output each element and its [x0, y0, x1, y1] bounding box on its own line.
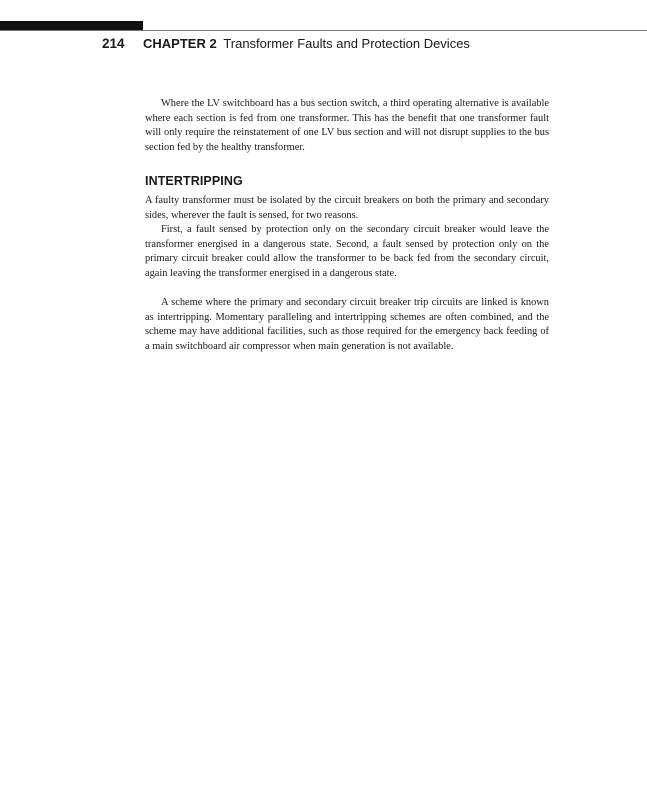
chapter-title: Transformer Faults and Protection Devices	[223, 36, 470, 51]
paragraph-faulty-transformer: A faulty transformer must be isolated by the circuit breakers on both the primary and secondary sides, wherever the fault is sensed, for two reasons.	[145, 195, 549, 221]
header-rule	[0, 30, 647, 31]
paragraph-bus-section: Where the LV switchboard has a bus section switch, a third operating alternative is available where each section is fed from one transformer. This has the benefit that one transformer fault will only require the reinstatement of one LV bus section and will not disrupt supplies to the bus section fed by the healthy transformer.	[145, 98, 549, 153]
section-heading: INTERTRIPPING	[145, 174, 243, 188]
running-head	[102, 35, 470, 52]
page-number: 214	[102, 36, 125, 51]
chapter-label: CHAPTER 2	[143, 36, 217, 51]
paragraph-first-second: First, a fault sensed by protection only on the secondary circuit breaker would leave the transformer energised in a dangerous state. Second, a fault sensed by protection only on the primary circuit breaker could allow the transformer to be back fed from the secondary circuit, again leaving the transformer energised in a dangerous state.	[145, 224, 549, 279]
paragraph-intertripping-scheme: A scheme where the primary and secondary circuit breaker trip circuits are linked is known as intertripping. Momentary paralleling and intertripping schemes are often combined, and the scheme may have additional facilities, such as those required for the emergency back feeding of a main switchboard air compressor when main generation is not available.	[145, 297, 549, 352]
